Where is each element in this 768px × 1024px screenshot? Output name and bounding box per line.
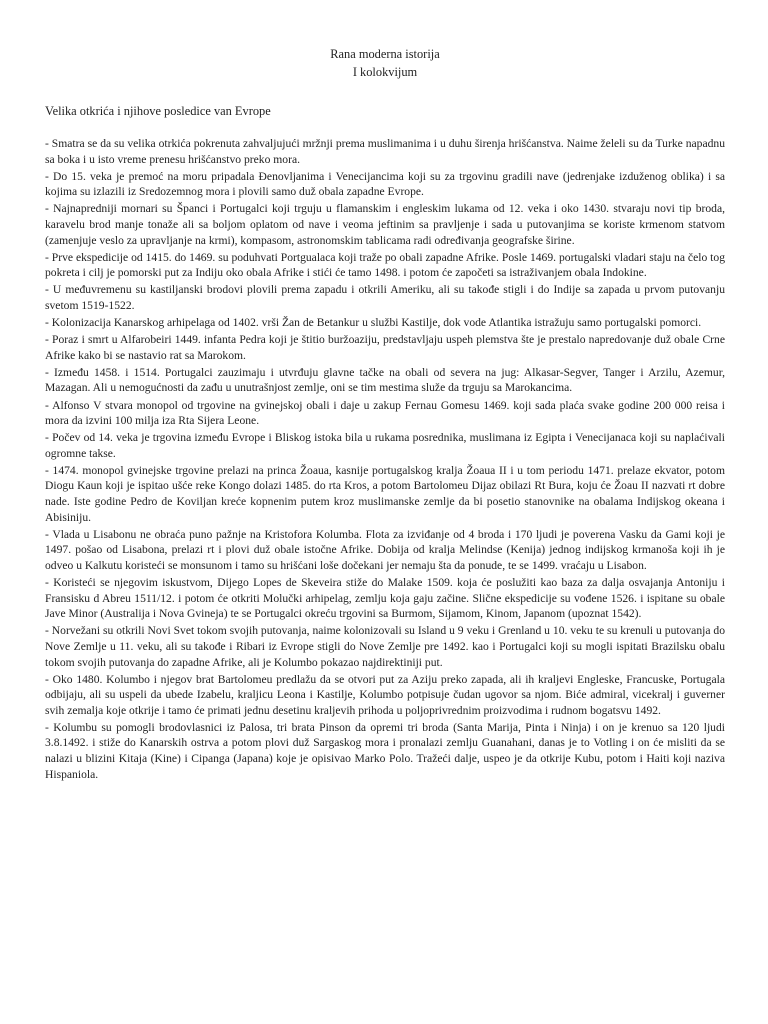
paragraph-list — [45, 136, 725, 782]
paragraph: - Alfonso V stvara monopol od trgovine na gvinejskoj obali i daje u zakup Fernau Gomesu 1469. koji sada plaća svake godine 200 000 reisa i mora da izvini 100 milja iza Rta Sijera Leone. — [45, 398, 725, 428]
document-title — [45, 45, 725, 81]
paragraph: - Oko 1480. Kolumbo i njegov brat Bartolomeu predlažu da se otvori put za Aziju preko zapada, ali ih kraljevi Engleske, Francuske, Portugala odbijaju, ali su uspeli da ubede Izabelu, kraljicu Leona i Kastilje, Kolumbo potpisuje čudan ugovor sa njom. Biće admiral, vicekralj i guverner svih zemalja koje otkrije i tamo će primati jednu desetinu kraljevih prihoda u poljoprivrednim proizvodima i rudnom bogatsvu 1492. — [45, 672, 725, 717]
paragraph: - Norvežani su otkrili Novi Svet tokom svojih putovanja, naime kolonizovali su Island u 9 veku i Grenland u 10. veku te su krenuli u putovanja do Nove Zemlje u 11. veku, ali su takođe i Ribari iz Evrope stigli do Nove Zemlje pre 1492. kao i Portugalci koji su mogli ispitati Brazilsku obalu tokom svojih putovanja do zapadne Afrike, ali je Kolumbo pokazao najdirektiniji put. — [45, 624, 725, 669]
paragraph: - U međuvremenu su kastiljanski brodovi plovili prema zapadu i otkrili Ameriku, ali su takođe stigli i do Indije sa zapada u prvom putovanju svetom 1519-1522. — [45, 283, 725, 312]
paragraph: - Između 1458. i 1514. Portugalci zauzimaju i utvrđuju glavne tačke na obali od severa na jug: Alkasar-Segver, Tanger i Arzilu, Azemur, Mazagan. Ali u nemogućnosti da zađu u unutrašnjost zemlje, oni se tim mestima služe da trguju sa Marokancima. — [45, 365, 725, 395]
paragraph: - Smatra se da su velika otrkića pokrenuta zahvaljujući mržnji prema muslimanima i u duhu širenja hrišćanstva. Naime želeli su da Turke napadnu sa boka i u isto vreme prenesu hrišćanstvo preko mora. — [45, 137, 725, 166]
paragraph: - Počev od 14. veka je trgovina između Evrope i Bliskog istoka bila u rukama posrednika, muslimana iz Egipta i Venecijanaca koji su naplaćivali ogromne takse. — [45, 431, 725, 460]
section-heading: Velika otkrića i njihove posledice van Evrope — [45, 104, 271, 118]
paragraph: - Najnapredniji mornari su Španci i Portugalci koji trguju u flamanskim i engleskim lukama od 12. veka i oko 1430. stvaraju novi tip broda, karavelu brod manje tonaže ali sa boljom oplatom od nave i veoma jeftinim sa pravljenje i sada u putovanjima se koriste krmenom statvom (zamenjuje veslo za upravljanje na krmi), kompasom, astronomskim tablicama radi određivanja geografske širine. — [45, 202, 725, 247]
paragraph: - Vlada u Lisabonu ne obraća puno pažnje na Kristofora Kolumba. Flota za izviđanje od 4 broda i 170 ljudi je poverena Vasku da Gami koji je 1497. pošao od Lisabona, prelazi rt i plovi duž obale istočne Afrike. Dobija od kralja Melindse (Kenija) jednog indijskog krmanoša koji ih je odveo u Kalkutu koristeći se monsunom i tamo su hrišćani loše dočekani jer nemaju šta da ponude, te se 1499. vraćaju u Lisabon. — [45, 527, 725, 572]
course-title: Rana moderna istorija — [330, 47, 440, 61]
paragraph: - 1474. monopol gvinejske trgovine prelazi na princa Žoaua, kasnije portugalskog kralja Žoaua II i u tom periodu 1471. prelaze ekvator, potom Diogu Kaun koji je ispitao ušće reke Kongo dolazi 1485. do rta Kros, a potom Bartolomeu Dijaz obilazi Rt Bura, koju će Žoau II nazvati rt dobre nade. Iste godine Pedro de Koviljan kreće kopnenim putem kroz muslimanske zemlje da bi posetio stanovnike na obalama Indijskog okeana i Abisiniju. — [45, 463, 725, 524]
paragraph: - Kolumbu su pomogli brodovlasnici iz Palosa, tri brata Pinson da opremi tri broda (Santa Marija, Pinta i Ninja) i on je krenuo sa 120 ljudi 3.8.1492. i stiže do Kanarskih ostrva a potom plovi duž Sargaskog mora i pronalazi zemlju Guanahani, danas je to Votling i on će misliti da se nalazi u blizini Kitaja (Kine) i Cipanga (Japana) koje je opisivao Marko Polo. Tražeći dalje, uspeo je da otkrije Kubu, potom i Haiti koji naziva Hispaniola. — [45, 720, 725, 781]
paragraph: - Koristeći se njegovim iskustvom, Dijego Lopes de Skeveira stiže do Malake 1509. koja će poslužiti kao baza za dalja osvajanja Antoniju i Fransisku d Abreu 1511/12. i potom će otkriti Molučki arhipelag, zemlju koja gaju začine. Slične ekspedicije su vođene 1526. i ispitane su obale Jave Minor (Australija i Nova Gvineja) te se Portugalci okreću trgovini sa Burmom, Sijamom, Kinom, Japanom (upoznat 1542). — [45, 576, 725, 621]
paragraph: - Prve ekspedicije od 1415. do 1469. su poduhvati Portgualaca koji traže po obali zapadne Afrike. Posle 1469. portugalski vladari staju na čelo tog pokreta i cilj je pomorski put za Indiju oko obala Afrike i stići će tamo 1498. i potom će započeti sa istraživanjem obala Indokine. — [45, 250, 725, 280]
document-page — [45, 45, 725, 784]
paragraph: - Kolonizacija Kanarskog arhipelaga od 1402. vrši Žan de Betankur u službi Kastilje, dok vode Atlantika istražuju samo portugalski pomorci. — [45, 316, 702, 330]
exam-title: I kolokvijum — [352, 65, 418, 79]
paragraph: - Do 15. veka je premoć na moru pripadala Đenovljanima i Venecijancima koji su za trgovinu gradili nave (jedrenjake izduženog oblika) i sa kojima su izlazili iz Sredozemnog mora i plovili samo duž obala zapadne Evrope. — [45, 169, 725, 199]
paragraph: - Poraz i smrt u Alfarobeiri 1449. infanta Pedra koji je štitio buržoaziju, predstavljaju uspeh plemstva šte je prestalo napredovanje duž obale Crne Afrike kako bi se nastavio rat sa Marokom. — [45, 333, 725, 362]
